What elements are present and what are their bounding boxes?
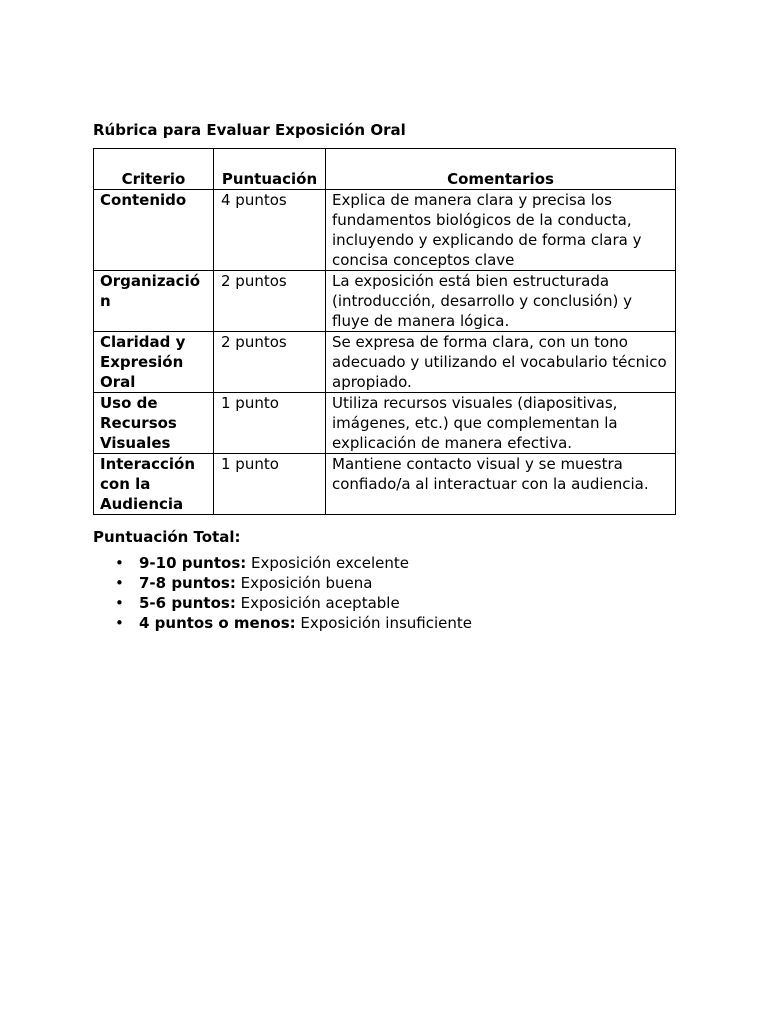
puntuacion-cell: 1 punto: [214, 454, 326, 515]
list-item: [93, 553, 675, 573]
criterio-cell: Contenido: [94, 190, 214, 271]
score-range: 7-8 puntos:: [139, 574, 236, 592]
bullet-icon: •: [115, 554, 124, 572]
score-label: Exposición insuficiente: [300, 614, 473, 632]
criterio-cell: Interacción con la Audiencia: [94, 454, 214, 515]
score-label: Exposición aceptable: [240, 594, 400, 612]
table-row: [94, 190, 676, 271]
criterio-cell: Claridad y Expresión Oral: [94, 332, 214, 393]
comentarios-cell: La exposición está bien estructurada (introducción, desarrollo y conclusión) y fluye de manera lógica.: [326, 271, 676, 332]
rubric-table: [93, 148, 676, 515]
comentarios-cell: Mantiene contacto visual y se muestra confiado/a al interactuar con la audiencia.: [326, 454, 676, 515]
table-row: [94, 393, 676, 454]
table-row: [94, 271, 676, 332]
bullet-icon: •: [115, 594, 124, 612]
puntuacion-cell: 4 puntos: [214, 190, 326, 271]
criterio-cell: Organización: [94, 271, 214, 332]
total-heading: Puntuación Total:: [93, 528, 241, 546]
score-label: Exposición excelente: [251, 554, 410, 572]
bullet-icon: •: [115, 574, 124, 592]
list-item: [93, 593, 675, 613]
score-range: 4 puntos o menos:: [139, 614, 296, 632]
comentarios-cell: Se expresa de forma clara, con un tono adecuado y utilizando el vocabulario técnico apropiado.: [326, 332, 676, 393]
comentarios-cell: Explica de manera clara y precisa los fundamentos biológicos de la conducta, incluyendo y explicando de forma clara y concisa conceptos clave: [326, 190, 676, 271]
score-label: Exposición buena: [240, 574, 373, 592]
puntuacion-cell: 2 puntos: [214, 271, 326, 332]
header-puntuacion: Puntuación: [214, 149, 326, 190]
table-row: [94, 332, 676, 393]
document-title: Rúbrica para Evaluar Exposición Oral: [93, 121, 406, 139]
puntuacion-cell: 1 punto: [214, 393, 326, 454]
header-comentarios: Comentarios: [326, 149, 676, 190]
list-item: [93, 573, 675, 593]
table-row: [94, 454, 676, 515]
list-item: [93, 613, 675, 633]
score-range: 9-10 puntos:: [139, 554, 247, 572]
bullet-icon: •: [115, 614, 124, 632]
puntuacion-cell: 2 puntos: [214, 332, 326, 393]
document-page: [93, 120, 675, 633]
score-range: 5-6 puntos:: [139, 594, 236, 612]
criterio-cell: Uso de Recursos Visuales: [94, 393, 214, 454]
comentarios-cell: Utiliza recursos visuales (diapositivas, imágenes, etc.) que complementan la explicación de manera efectiva.: [326, 393, 676, 454]
header-criterio: Criterio: [94, 149, 214, 190]
score-list: [93, 553, 675, 633]
table-header-row: [94, 149, 676, 190]
